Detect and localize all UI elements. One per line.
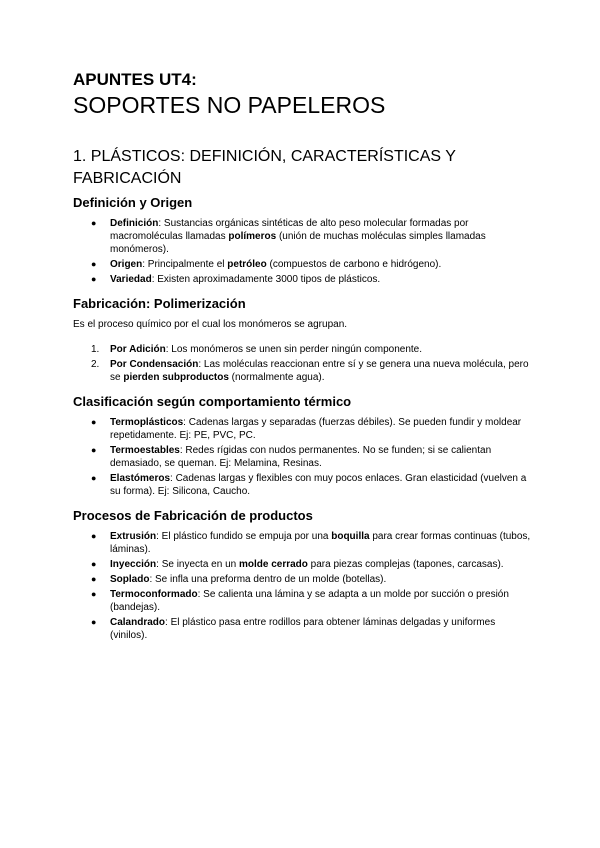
item-term: Definición — [110, 218, 159, 229]
item-text: : Sustancias orgánicas sintéticas de alto peso molecular formadas por macromoléculas llamadas — [110, 218, 469, 242]
list-item — [91, 616, 533, 642]
section-heading-line-2: FABRICACIÓN — [73, 170, 182, 187]
bullet-list-origen — [73, 217, 533, 286]
bullet-icon: ● — [91, 574, 97, 584]
list-item — [91, 273, 533, 286]
item-term: Elastómeros — [110, 473, 171, 484]
item-text: : Se infla una preforma dentro de un molde (botellas). — [149, 574, 387, 585]
item-bold: pierden subproductos — [123, 372, 229, 383]
item-text: : Los monómeros se unen sin perder ningún componente. — [165, 344, 423, 355]
item-text: : Las moléculas reaccionan entre sí y se genera una nueva molécula, pero se — [110, 359, 529, 383]
item-bold: boquilla — [331, 531, 370, 542]
item-number: 2. — [91, 359, 100, 370]
list-item — [91, 444, 533, 470]
document-title: SOPORTES NO PAPELEROS — [73, 92, 386, 118]
section-heading-line-1: 1. PLÁSTICOS: DEFINICIÓN, CARACTERÍSTICAS Y — [73, 148, 456, 165]
bullet-icon: ● — [91, 589, 97, 599]
bullet-icon: ● — [91, 417, 97, 427]
item-text: : El plástico fundido se empuja por una — [156, 531, 332, 542]
item-text: : Principalmente el — [142, 259, 228, 270]
list-item — [91, 217, 533, 256]
item-term: Termoconformado — [110, 589, 198, 600]
item-text: (normalmente agua). — [228, 372, 325, 383]
item-text: : Cadenas largas y separadas (fuerzas débiles). Se pueden fundir y moldear repetidamente. Ej: PE, PVC, PC. — [110, 417, 522, 441]
bullet-icon: ● — [91, 445, 97, 455]
item-bold: polímeros — [228, 231, 277, 242]
bullet-icon: ● — [91, 218, 97, 228]
item-term: Extrusión — [110, 531, 157, 542]
item-term: Calandrado — [110, 617, 166, 628]
item-text: : Cadenas largas y flexibles con muy pocos enlaces. Gran elasticidad (vuelven a su forma). Ej: Silicona, Caucho. — [110, 473, 527, 497]
item-term: Por Condensación — [110, 359, 199, 370]
item-term: Inyección — [110, 559, 157, 570]
item-term: Origen — [110, 259, 143, 270]
list-item — [91, 258, 533, 271]
bullet-icon: ● — [91, 259, 97, 269]
list-item — [91, 588, 533, 614]
list-item — [91, 558, 533, 571]
item-term: Por Adición — [110, 344, 166, 355]
item-text: para piezas complejas (tapones, carcasas). — [307, 559, 504, 570]
item-term: Soplado — [110, 574, 150, 585]
bullet-icon: ● — [91, 559, 97, 569]
numbered-list-polimerizacion — [73, 343, 533, 384]
item-text: : El plástico pasa entre rodillos para obtener láminas delgadas y uniformes (vinilos). — [110, 617, 496, 641]
bullet-list-procesos — [73, 530, 533, 642]
subheading-definicion-origen: Definición y Origen — [73, 195, 193, 210]
item-text: : Se inyecta en un — [156, 559, 239, 570]
item-term: Variedad — [110, 274, 152, 285]
bullet-icon: ● — [91, 473, 97, 483]
subheading-fabricacion: Fabricación: Polimerización — [73, 296, 246, 311]
list-item — [91, 530, 533, 556]
list-item — [91, 472, 533, 498]
item-bold: molde cerrado — [238, 559, 308, 570]
item-text: : Redes rígidas con nudos permanentes. No se funden; si se calientan demasiado, se queman. Ej: Melamina, Resinas. — [110, 445, 492, 469]
section-heading — [73, 146, 533, 190]
item-text: (unión de muchas moléculas simples llamadas monómeros). — [110, 231, 486, 255]
document-page — [73, 70, 533, 644]
list-item — [91, 416, 533, 442]
list-item — [91, 358, 533, 384]
bullet-icon: ● — [91, 531, 97, 541]
paragraph-polimerizacion: Es el proceso químico por el cual los monómeros se agrupan. — [73, 319, 348, 330]
subheading-clasificacion: Clasificación según comportamiento térmico — [73, 394, 352, 409]
item-text: para crear formas continuas (tubos, láminas). — [110, 531, 531, 555]
subheading-procesos: Procesos de Fabricación de productos — [73, 508, 313, 523]
bullet-icon: ● — [91, 617, 97, 627]
item-text: : Se calienta una lámina y se adapta a un molde por succión o presión (bandejas). — [110, 589, 509, 613]
list-item — [91, 343, 533, 356]
list-item — [91, 573, 533, 586]
item-number: 1. — [91, 344, 100, 355]
item-text: (compuestos de carbono e hidrógeno). — [266, 259, 442, 270]
item-bold: petróleo — [227, 259, 267, 270]
bullet-list-clasificacion — [73, 416, 533, 498]
bullet-icon: ● — [91, 274, 97, 284]
item-term: Termoplásticos — [110, 417, 184, 428]
item-text: : Existen aproximadamente 3000 tipos de plásticos. — [151, 274, 381, 285]
item-term: Termoestables — [110, 445, 180, 456]
document-kicker: APUNTES UT4: — [73, 70, 197, 89]
